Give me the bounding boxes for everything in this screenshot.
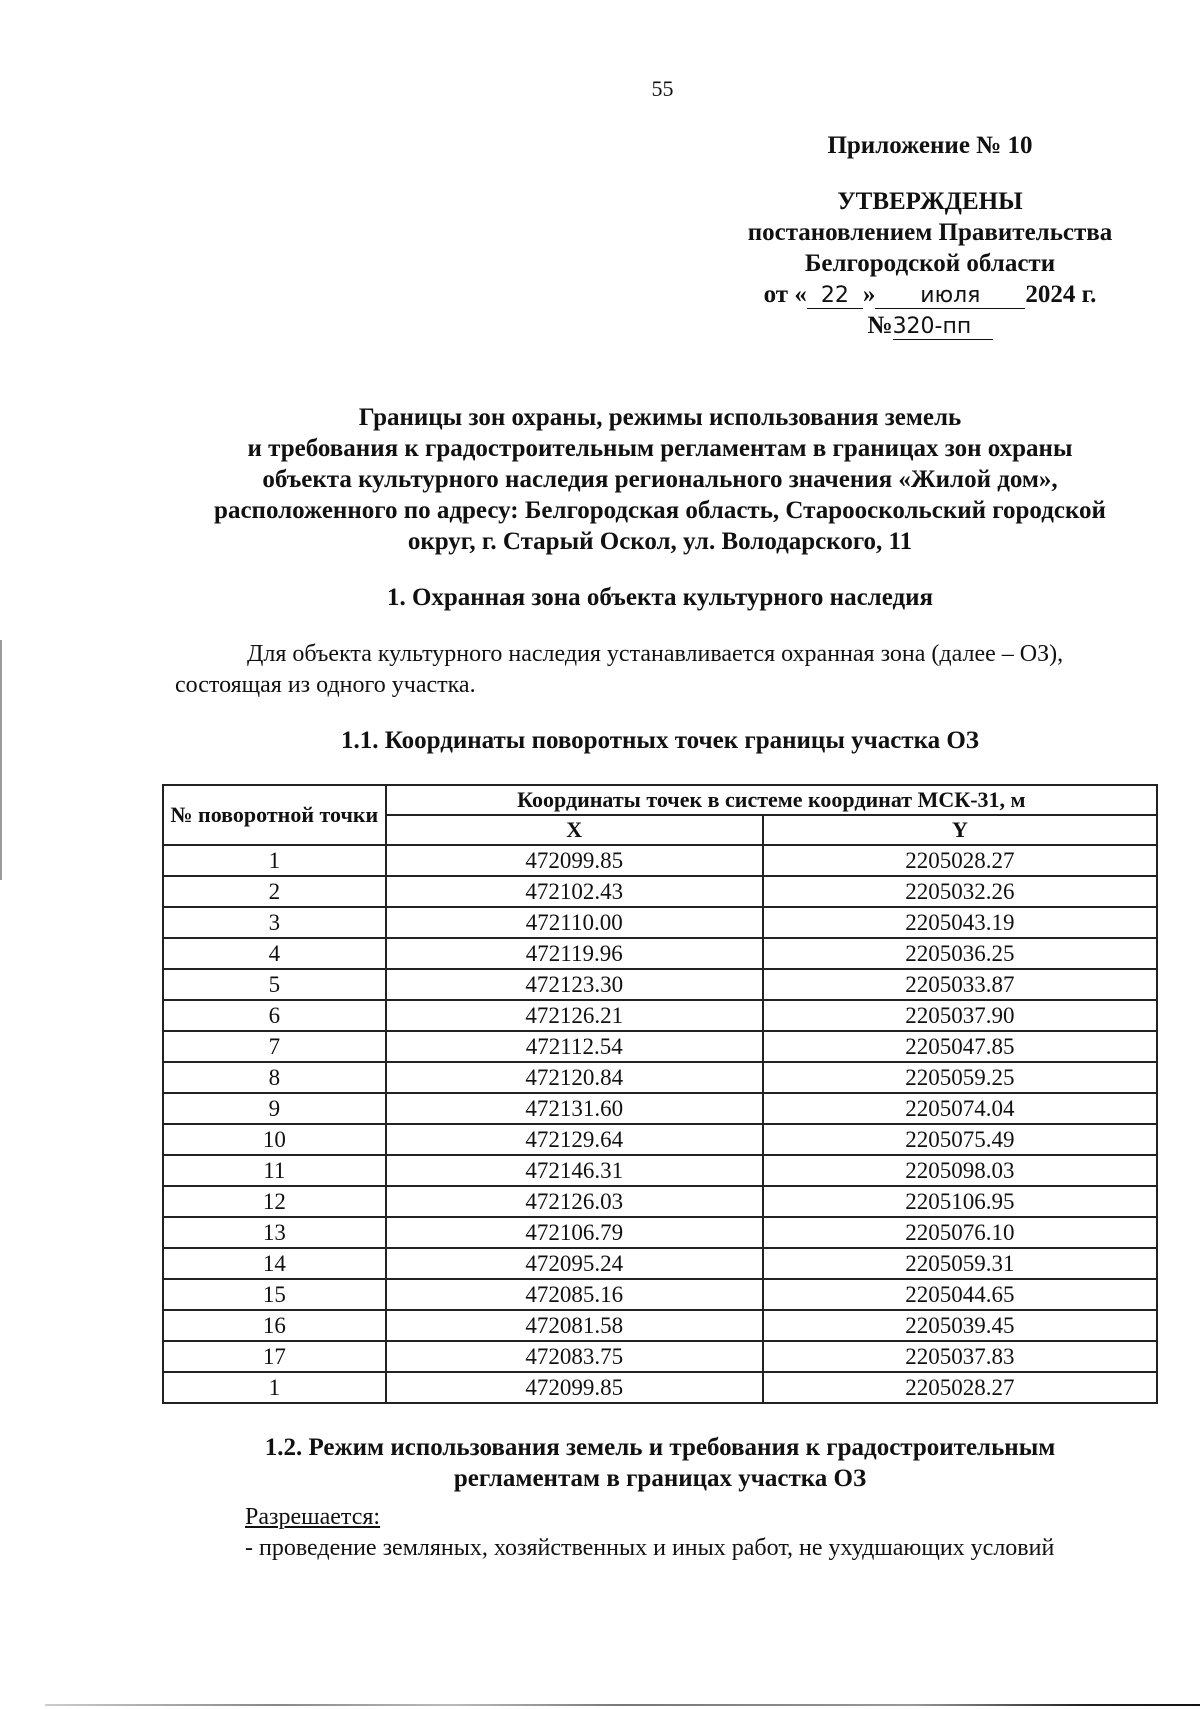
y-cell: 2205043.19 bbox=[763, 907, 1157, 938]
approved-heading: УТВЕРЖДЕНЫ bbox=[837, 188, 1023, 215]
table-row bbox=[163, 1124, 1157, 1155]
allowed-label: Разрешается: bbox=[245, 1504, 381, 1530]
point-cell: 10 bbox=[163, 1124, 386, 1155]
point-cell: 5 bbox=[163, 969, 386, 1000]
title-line: Границы зон охраны, режимы использования земель bbox=[358, 404, 962, 431]
point-cell: 16 bbox=[163, 1310, 386, 1341]
paragraph-line: Для объекта культурного наследия устанавливается охранная зона (далее – ОЗ), bbox=[247, 641, 1064, 667]
header-y: Y bbox=[763, 815, 1157, 845]
y-cell: 2205059.25 bbox=[763, 1062, 1157, 1093]
approved-by-line1: постановлением Правительства bbox=[747, 219, 1113, 246]
point-cell: 3 bbox=[163, 907, 386, 938]
header-x: X bbox=[386, 815, 763, 845]
annex-number: Приложение № 10 bbox=[827, 132, 1033, 159]
title-line: и требования к градостроительным регламентам в границах зон охраны bbox=[247, 435, 1073, 462]
y-cell: 2205028.27 bbox=[763, 845, 1157, 876]
date-month: июля bbox=[875, 284, 1025, 309]
point-cell: 2 bbox=[163, 876, 386, 907]
table-row bbox=[163, 1372, 1157, 1403]
point-cell: 12 bbox=[163, 1186, 386, 1217]
x-cell: 472119.96 bbox=[386, 938, 763, 969]
section-1-heading: 1. Охранная зона объекта культурного наследия bbox=[386, 584, 934, 611]
date-mid: » bbox=[862, 281, 876, 308]
header-point-number: № поворотной точки bbox=[163, 785, 386, 845]
table-row bbox=[163, 1310, 1157, 1341]
table-row bbox=[163, 969, 1157, 1000]
header-coordinates: Координаты точек в системе координат МСК-31, м bbox=[386, 785, 1157, 815]
title-line: расположенного по адресу: Белгородская область, Старооскольский городской bbox=[214, 497, 1106, 524]
section-1-2-heading bbox=[150, 1432, 1170, 1494]
table-row bbox=[163, 938, 1157, 969]
scan-bottom-artifact bbox=[45, 1704, 1200, 1706]
approval-number bbox=[700, 310, 1160, 341]
x-cell: 472110.00 bbox=[386, 907, 763, 938]
point-cell: 13 bbox=[163, 1217, 386, 1248]
number-value: 320-пп bbox=[893, 315, 993, 340]
point-cell: 14 bbox=[163, 1248, 386, 1279]
x-cell: 472129.64 bbox=[386, 1124, 763, 1155]
title-line: округ, г. Старый Оскол, ул. Володарского, 11 bbox=[407, 528, 913, 555]
x-cell: 472120.84 bbox=[386, 1062, 763, 1093]
point-cell: 8 bbox=[163, 1062, 386, 1093]
point-cell: 17 bbox=[163, 1341, 386, 1372]
date-year: 2024 г. bbox=[1025, 281, 1097, 308]
y-cell: 2205028.27 bbox=[763, 1372, 1157, 1403]
table-row bbox=[163, 1155, 1157, 1186]
x-cell: 472081.58 bbox=[386, 1310, 763, 1341]
table-row bbox=[163, 1031, 1157, 1062]
table-row bbox=[163, 1186, 1157, 1217]
y-cell: 2205037.90 bbox=[763, 1000, 1157, 1031]
scan-edge-artifact bbox=[0, 640, 2, 880]
number-prefix: № bbox=[867, 312, 893, 339]
table-row bbox=[163, 1062, 1157, 1093]
table-row bbox=[163, 1093, 1157, 1124]
heading-line: регламентам в границах участка ОЗ bbox=[453, 1465, 867, 1492]
point-cell: 15 bbox=[163, 1279, 386, 1310]
y-cell: 2205037.83 bbox=[763, 1341, 1157, 1372]
x-cell: 472095.24 bbox=[386, 1248, 763, 1279]
x-cell: 472083.75 bbox=[386, 1341, 763, 1372]
date-day: 22 bbox=[807, 284, 863, 309]
x-cell: 472102.43 bbox=[386, 876, 763, 907]
y-cell: 2205036.25 bbox=[763, 938, 1157, 969]
y-cell: 2205032.26 bbox=[763, 876, 1157, 907]
y-cell: 2205047.85 bbox=[763, 1031, 1157, 1062]
date-prefix: от « bbox=[763, 281, 807, 308]
y-cell: 2205076.10 bbox=[763, 1217, 1157, 1248]
x-cell: 472126.03 bbox=[386, 1186, 763, 1217]
approval-block bbox=[700, 130, 1160, 341]
approval-date bbox=[700, 279, 1160, 310]
coordinates-table bbox=[162, 784, 1158, 1404]
point-cell: 9 bbox=[163, 1093, 386, 1124]
title-line: объекта культурного наследия регионального значения «Жилой дом», bbox=[262, 466, 1058, 493]
x-cell: 472112.54 bbox=[386, 1031, 763, 1062]
table-row bbox=[163, 1000, 1157, 1031]
point-cell: 7 bbox=[163, 1031, 386, 1062]
y-cell: 2205059.31 bbox=[763, 1248, 1157, 1279]
table-row bbox=[163, 845, 1157, 876]
table-row bbox=[163, 1248, 1157, 1279]
page-number: 55 bbox=[651, 76, 674, 101]
y-cell: 2205098.03 bbox=[763, 1155, 1157, 1186]
x-cell: 472131.60 bbox=[386, 1093, 763, 1124]
x-cell: 472106.79 bbox=[386, 1217, 763, 1248]
document-title bbox=[150, 402, 1170, 557]
section-1-paragraph bbox=[175, 639, 1165, 701]
x-cell: 472085.16 bbox=[386, 1279, 763, 1310]
table-row bbox=[163, 907, 1157, 938]
paragraph-line: состоящая из одного участка. bbox=[175, 672, 476, 698]
allowed-item: - проведение земляных, хозяйственных и иных работ, не ухудшающих условий bbox=[245, 1535, 1055, 1561]
table-row bbox=[163, 1341, 1157, 1372]
table-row bbox=[163, 1217, 1157, 1248]
table-row bbox=[163, 1279, 1157, 1310]
x-cell: 472123.30 bbox=[386, 969, 763, 1000]
y-cell: 2205039.45 bbox=[763, 1310, 1157, 1341]
y-cell: 2205074.04 bbox=[763, 1093, 1157, 1124]
heading-line: 1.2. Режим использования земель и требования к градостроительным bbox=[264, 1434, 1056, 1461]
section-1-1-heading: 1.1. Координаты поворотных точек границы участка ОЗ bbox=[341, 727, 979, 754]
x-cell: 472126.21 bbox=[386, 1000, 763, 1031]
point-cell: 1 bbox=[163, 1372, 386, 1403]
point-cell: 6 bbox=[163, 1000, 386, 1031]
x-cell: 472099.85 bbox=[386, 1372, 763, 1403]
table-row bbox=[163, 876, 1157, 907]
point-cell: 11 bbox=[163, 1155, 386, 1186]
y-cell: 2205075.49 bbox=[763, 1124, 1157, 1155]
y-cell: 2205044.65 bbox=[763, 1279, 1157, 1310]
point-cell: 4 bbox=[163, 938, 386, 969]
x-cell: 472099.85 bbox=[386, 845, 763, 876]
y-cell: 2205106.95 bbox=[763, 1186, 1157, 1217]
x-cell: 472146.31 bbox=[386, 1155, 763, 1186]
y-cell: 2205033.87 bbox=[763, 969, 1157, 1000]
point-cell: 1 bbox=[163, 845, 386, 876]
approved-by-line2: Белгородской области bbox=[804, 250, 1056, 277]
